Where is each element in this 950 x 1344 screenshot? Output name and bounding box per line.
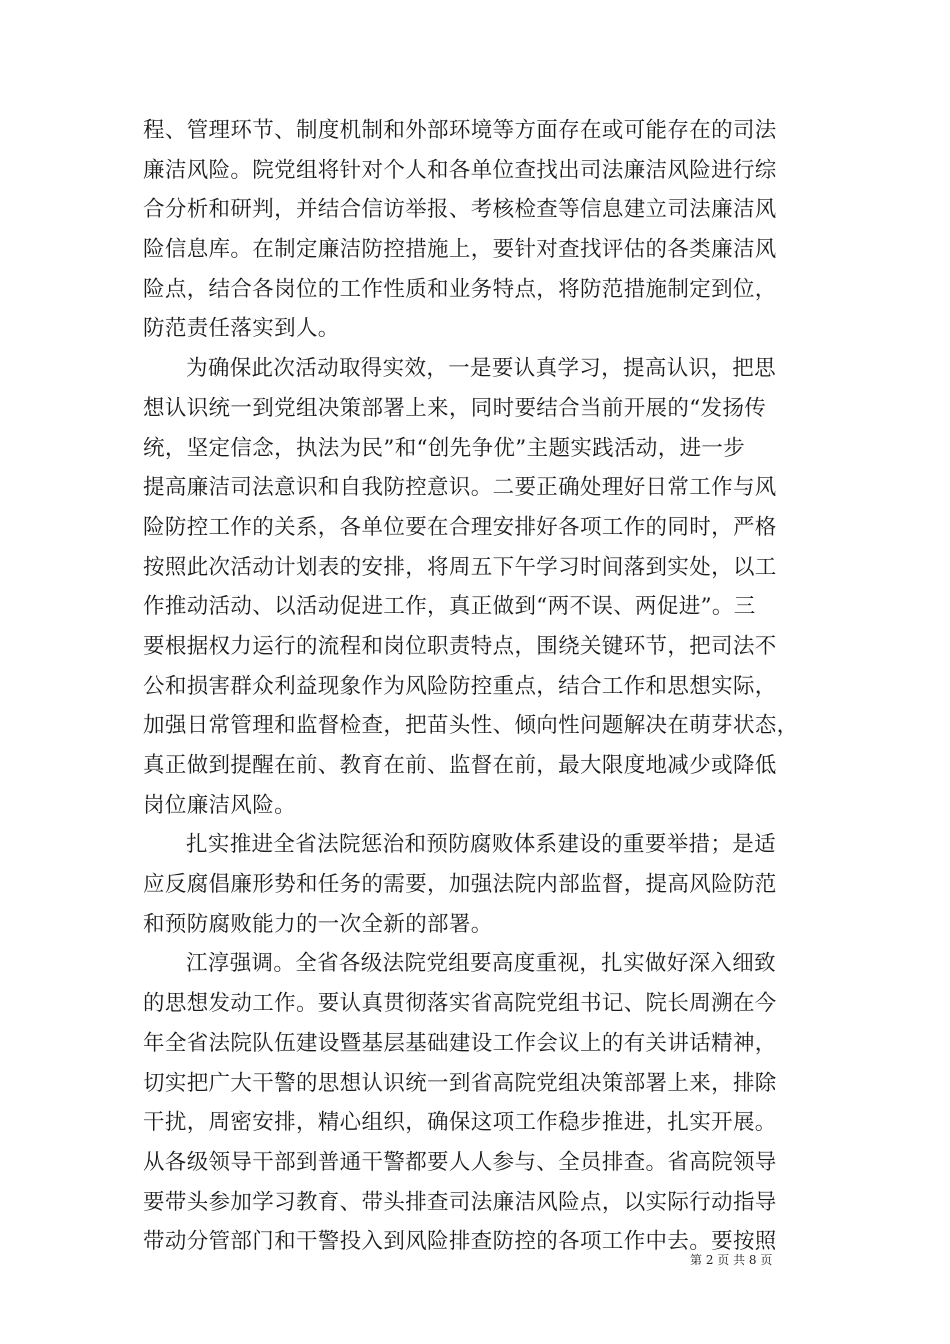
text-line: 的思想发动工作。要认真贯彻落实省高院党组书记、院长周溯在今 xyxy=(143,991,777,1017)
text-line: 作推动活动、以活动促进工作，真正做到“两不误、两促进”。三 xyxy=(143,594,756,620)
paragraph xyxy=(143,111,825,349)
text-line: 险防控工作的关系，各单位要在合理安排好各项工作的同时，严格 xyxy=(143,514,777,540)
text-line: 按照此次活动计划表的安排，将周五下午学习时间落到实处，以工 xyxy=(143,554,777,580)
text-line: 程、管理环节、制度机制和外部环境等方面存在或可能存在的司法 xyxy=(143,118,777,143)
text-line: 险信息库。在制定廉洁防控措施上，要针对查找评估的各类廉洁风 xyxy=(143,237,777,263)
paragraph xyxy=(143,944,825,1262)
text-line: 和预防腐败能力的一次全新的部署。 xyxy=(143,911,493,937)
text-line: 合分析和研判，并结合信访举报、考核检查等信息建立司法廉洁风 xyxy=(143,197,777,223)
text-line: 真正做到提醒在前、教育在前、监督在前，最大限度地减少或降低 xyxy=(143,753,777,778)
text-line: 公和损害群众利益现象作为风险防控重点，结合工作和思想实际， xyxy=(143,673,777,699)
text-line: 江淳强调。全省各级法院党组要高度重视，扎实做好深入细致 xyxy=(186,951,776,977)
text-line: 防范责任落实到人。 xyxy=(143,316,340,342)
text-line: 加强日常管理和监督检查，把苗头性、倾向性问题解决在萌芽状态， xyxy=(143,713,799,739)
text-line: 岗位廉洁风险。 xyxy=(143,792,296,818)
text-line: 扎实推进全省法院惩治和预防腐败体系建设的重要举措；是适 xyxy=(186,832,776,858)
document-body xyxy=(143,111,825,1262)
text-line: 要根据权力运行的流程和岗位职责特点，围绕关键环节，把司法不 xyxy=(143,633,777,659)
paragraph xyxy=(143,825,825,944)
page-footer: 第 2 页 共 8 页 xyxy=(690,1253,773,1267)
text-line: 统，坚定信念，执法为民”和“创先争优”主题实践活动，进一步 xyxy=(143,435,746,461)
text-line: 要带头参加学习教育、带头排查司法廉洁风险点，以实际行动指导 xyxy=(143,1189,777,1215)
text-line: 提高廉洁司法意识和自我防控意识。二要正确处理好日常工作与风 xyxy=(143,475,777,501)
text-line: 带动分管部门和干警投入到风险排查防控的各项工作中去。要按照 xyxy=(143,1229,777,1255)
paragraph xyxy=(143,349,825,825)
text-line: 应反腐倡廉形势和任务的需要，加强法院内部监督，提高风险防范 xyxy=(143,872,777,898)
text-line: 为确保此次活动取得实效，一是要认真学习，提高认识，把思 xyxy=(186,356,776,382)
text-line: 想认识统一到党组决策部署上来，同时要结合当前开展的“发扬传 xyxy=(143,395,767,421)
text-line: 险点，结合各岗位的工作性质和业务特点，将防范措施制定到位， xyxy=(143,276,777,302)
text-line: 从各级领导干部到普通干警都要人人参与、全员排查。省高院领导 xyxy=(143,1149,777,1175)
text-line: 廉洁风险。院党组将针对个人和各单位查找出司法廉洁风险进行综 xyxy=(143,157,777,183)
text-line: 干扰，周密安排，精心组织，确保这项工作稳步推进，扎实开展。 xyxy=(143,1110,777,1136)
text-line: 切实把广大干警的思想认识统一到省高院党组决策部署上来，排除 xyxy=(143,1070,777,1096)
text-line: 年全省法院队伍建设暨基层基础建设工作会议上的有关讲话精神， xyxy=(143,1030,777,1056)
